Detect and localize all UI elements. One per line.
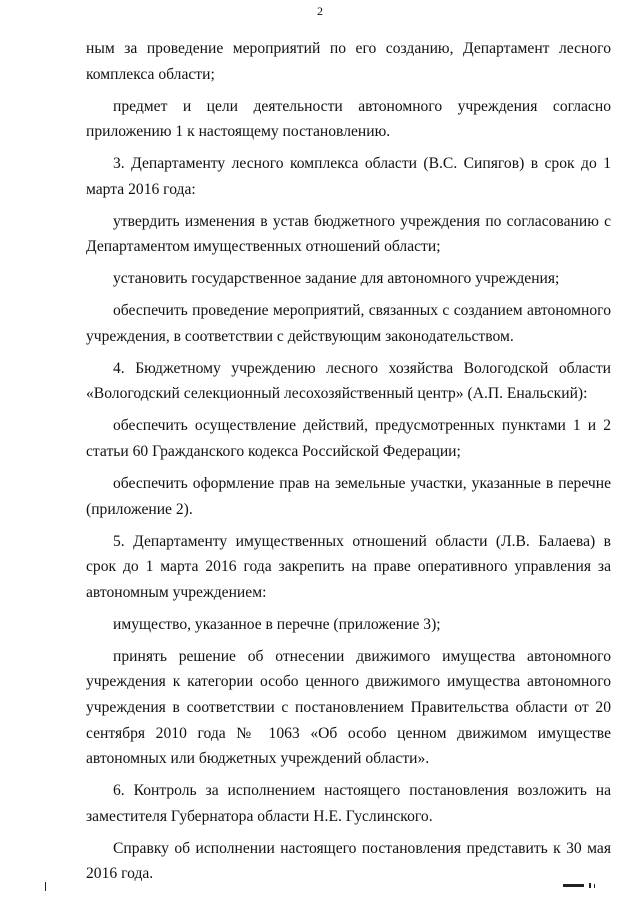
paragraph-ensure-measures: обеспечить проведение мероприятий, связанных с созданием автономного учреждения, в соответствии с действующим законодательством. [86, 302, 611, 345]
barcode-mark-dot [589, 883, 591, 888]
paragraph-item-5: 5. Департаменту имущественных отношений области (Л.В. Балаева) в срок до 1 марта 2016 года закрепить на праве оперативного управления за автономным учреждением: [86, 532, 611, 601]
document-body [86, 36, 611, 893]
paragraph-report-deadline: Справку об исполнении настоящего постановления представить к 30 мая 2016 года. [86, 839, 611, 883]
paragraph-land-rights: обеспечить оформление прав на земельные участки, указанные в перечне (приложение 2). [86, 475, 611, 518]
paragraph-purpose: предмет и цели деятельности автономного учреждения согласно приложению 1 к настоящему постановлению. [86, 97, 611, 141]
page-number: 2 [317, 4, 323, 18]
paragraph-approve-charter: утвердить изменения в устав бюджетного учреждения по согласованию с Департаментом имущественных отношений области; [86, 212, 611, 256]
barcode-mark [563, 884, 584, 887]
paragraph-civil-code: обеспечить осуществление действий, предусмотренных пунктами 1 и 2 статьи 60 Гражданского кодекса Российской Федерации; [86, 417, 611, 461]
paragraph-valuable-property: принять решение об отнесении движимого имущества автономного учреждения к категории особо ценного движимого имущества автономного учреждения в соответствии с постановлением Правительства области от 20 сентября 2010 года № 1063 «Об особо ценном движимом имуществе автономных или бюджетных учреждений области». [86, 647, 611, 768]
paragraph-property-list: имущество, указанное в перечне (приложение 3); [113, 615, 441, 633]
barcode-mark-dot-small [594, 884, 595, 888]
paragraph-state-task: установить государственное задание для автономного учреждения; [113, 270, 560, 288]
paragraph-item-3: 3. Департаменту лесного комплекса области (В.С. Сипягов) в срок до 1 марта 2016 года: [86, 155, 611, 198]
paragraph-item-6: 6. Контроль за исполнением настоящего постановления возложить на заместителя Губернатора области Н.Е. Гуслинского. [86, 782, 611, 825]
paragraph-item-4: 4. Бюджетному учреждению лесного хозяйства Вологодской области «Вологодский селекционный лесохозяйственный центр» (А.П. Енальский): [86, 359, 611, 403]
scan-mark-left [45, 882, 46, 891]
paragraph-continuation: ным за проведение мероприятий по его созданию, Департамент лесного комплекса области; [86, 40, 611, 83]
